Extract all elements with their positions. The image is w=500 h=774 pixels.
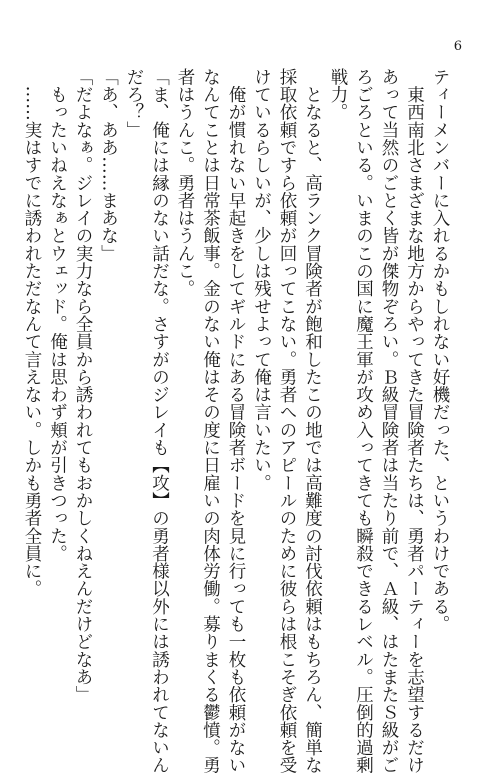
text-line-2: 東西南北さまざまな地方からやってきた冒険者たちは、勇者パーティーを志望するだけ [404,68,425,774]
text-line-3: あって当然のごとく皆が傑物ぞろい。Ｂ級冒険者は当たり前で、Ａ級、はたまたＳ級がご [379,68,399,774]
text-line-16: もったいねえなぁとウェッド。俺は思わず頬が引きつった。 [47,68,68,563]
text-line-1: ティーメンバーに入れるかもしれない好機だった、というわけである。 [430,68,450,633]
text-line-4: ろごろといる。いまのこの国に魔王軍が攻め入ってきても瞬殺できるレベル。圧倒的過剰 [353,68,374,774]
text-line-8: けているらしいが、少しは残せよって俺は言いたい。 [251,68,272,492]
text-line-9: 俺が慣れない早起きをしてギルドにある冒険者ボードを見に行っても一枚も依頼がない [226,68,246,774]
page-number: 6 [453,39,462,54]
text-line-15: 「だよなぁ。ジレイの実力なら全員から誘われてもおかしくねえんだけどなあ」 [73,68,93,704]
text-line-7: 採取依頼ですら依頼が回ってこない。勇者へのアピールのために彼らは根こそぎ依頼を受 [277,68,297,774]
text-line-14: 「あ、ああ……まあな」 [98,68,119,263]
text-line-6: となると、高ランク冒険者が飽和したこの地では高難度の討伐依頼はもちろん、簡単な [302,68,323,774]
text-line-17: ……実はすでに誘われただなんて言えない。しかも勇者全員に。 [22,68,42,598]
text-line-5: 戦力。 [328,68,348,121]
vertical-text-block [19,68,453,774]
text-line-11: 者はうんこ。勇者はうんこ。 [175,68,195,298]
text-line-13: だろ？」 [124,68,144,139]
text-line-12: 「ま、俺には縁のない話だな。さすがのジレイも【攻】の勇者様以外には誘われてないん [149,68,170,774]
text-line-10: なんてことは日常茶飯事。金のない俺はその度に日雇いの肉体労働。募りまくる鬱憤。勇 [200,68,221,774]
